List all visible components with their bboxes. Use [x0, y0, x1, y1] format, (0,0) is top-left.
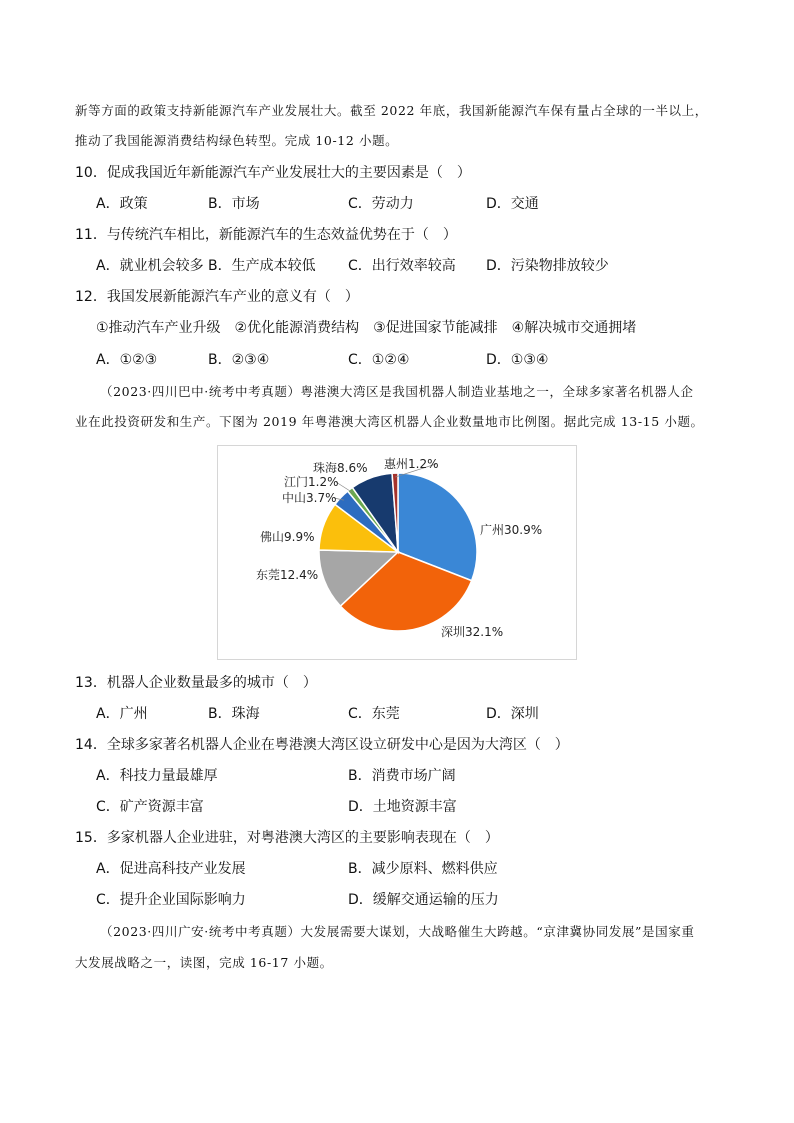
question-13-stem: 13．机器人企业数量最多的城市（ ）: [75, 675, 317, 691]
q15-option-d[interactable]: D．缓解交通运输的压力: [348, 892, 499, 908]
q10-option-b[interactable]: B．市场: [208, 196, 260, 212]
passage-1-line-2: 推动了我国能源消费结构绿色转型。完成 10-12 小题。: [75, 133, 399, 148]
q14-option-b[interactable]: B．消费市场广阔: [348, 768, 456, 784]
passage-3-line-2: 大发展战略之一，读图，完成 16-17 小题。: [75, 955, 333, 970]
passage-2-line-1: （2023·四川巴中·统考中考真题）粤港澳大湾区是我国机器人制造业基地之一，全球多家著名机器人企: [100, 384, 694, 399]
pie-label-珠海: 珠海8.6%: [313, 461, 368, 475]
q14-option-c[interactable]: C．矿产资源丰富: [96, 799, 204, 815]
q13-option-a[interactable]: A．广州: [96, 706, 148, 722]
q11-option-c[interactable]: C．出行效率较高: [348, 258, 456, 274]
q10-option-d[interactable]: D．交通: [486, 196, 539, 212]
question-15-stem: 15．多家机器人企业进驻，对粤港澳大湾区的主要影响表现在（ ）: [75, 830, 499, 846]
passage-3-line-1: （2023·四川广安·统考中考真题）大发展需要大谋划，大战略催生大跨越。“京津冀协同发展”是国家重: [100, 924, 695, 939]
pie-svg: [218, 446, 576, 659]
q10-option-a[interactable]: A．政策: [96, 196, 148, 212]
q11-option-b[interactable]: B．生产成本较低: [208, 258, 316, 274]
q15-option-b[interactable]: B．减少原料、燃料供应: [348, 861, 498, 877]
q12-numbered-items: ①推动汽车产业升级 ②优化能源消费结构 ③促进国家节能减排 ④解决城市交通拥堵: [96, 320, 637, 336]
pie-label-深圳: 深圳32.1%: [441, 625, 504, 639]
q11-option-a[interactable]: A．就业机会较多: [96, 258, 204, 274]
q11-option-d[interactable]: D．污染物排放较少: [486, 258, 609, 274]
q12-option-c[interactable]: C．①②④: [348, 352, 410, 368]
q14-option-d[interactable]: D．土地资源丰富: [348, 799, 457, 815]
pie-label-东莞: 东莞12.4%: [256, 568, 319, 582]
q12-option-d[interactable]: D．①③④: [486, 352, 549, 368]
question-12-stem: 12．我国发展新能源汽车产业的意义有（ ）: [75, 289, 359, 305]
q12-option-a[interactable]: A．①②③: [96, 352, 158, 368]
question-11-stem: 11．与传统汽车相比，新能源汽车的生态效益优势在于（ ）: [75, 227, 457, 243]
q12-option-b[interactable]: B．②③④: [208, 352, 270, 368]
q15-option-a[interactable]: A．促进高科技产业发展: [96, 861, 246, 877]
q15-option-c[interactable]: C．提升企业国际影响力: [96, 892, 246, 908]
question-10-stem: 10．促成我国近年新能源汽车产业发展壮大的主要因素是（ ）: [75, 165, 471, 181]
question-14-stem: 14．全球多家著名机器人企业在粤港澳大湾区设立研发中心是因为大湾区（ ）: [75, 737, 569, 753]
passage-2-line-2: 业在此投资研发和生产。下图为 2019 年粤港澳大湾区机器人企业数量地市比例图。据此完成 13-15 小题。: [75, 414, 704, 429]
pie-label-江门: 江门1.2%: [284, 475, 339, 489]
pie-label-惠州: 惠州1.2%: [384, 457, 439, 471]
q13-option-d[interactable]: D．深圳: [486, 706, 539, 722]
pie-label-广州: 广州30.9%: [480, 523, 543, 537]
robot-enterprise-pie-chart: [217, 445, 577, 660]
q14-option-a[interactable]: A．科技力量最雄厚: [96, 768, 218, 784]
pie-label-中山: 中山3.7%: [282, 491, 337, 505]
q10-option-c[interactable]: C．劳动力: [348, 196, 414, 212]
q13-option-c[interactable]: C．东莞: [348, 706, 400, 722]
passage-1-line-1: 新等方面的政策支持新能源汽车产业发展壮大。截至 2022 年底，我国新能源汽车保有量占全球的一半以上，: [75, 103, 708, 118]
pie-label-佛山: 佛山9.9%: [260, 530, 315, 544]
q13-option-b[interactable]: B．珠海: [208, 706, 260, 722]
